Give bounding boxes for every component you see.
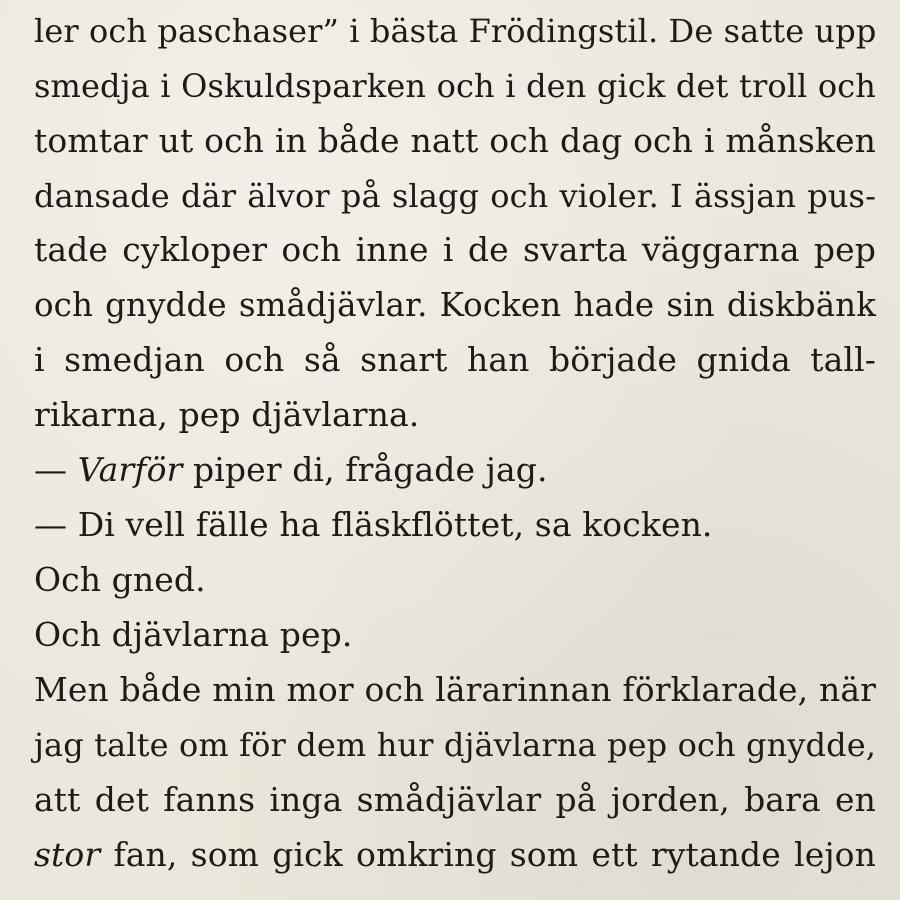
dialogue-line-2: — Di vell fälle ha fläskflöttet, sa kocken. bbox=[34, 505, 713, 544]
text-line-1: ler och paschaser” i bästa Frödingstil. De satte upp bbox=[34, 12, 877, 50]
short-line-2: Och djävlarna pep. bbox=[34, 615, 353, 654]
dialogue-rest: piper di, frågade jag. bbox=[182, 450, 548, 489]
paragraph-line-3: att det fanns inga smådjävlar på jorden, bara en bbox=[34, 780, 876, 819]
text-line-7: i smedjan och så snart han började gnida tall- bbox=[34, 340, 876, 379]
dialogue-line-1 bbox=[34, 450, 876, 490]
dialogue-dash: — bbox=[34, 450, 78, 489]
text-line-2: smedja i Oskuldsparken och i den gick det troll och bbox=[34, 67, 876, 105]
text-line-3: tomtar ut och in både natt och dag och i månsken bbox=[34, 121, 876, 160]
short-line-1: Och gned. bbox=[34, 560, 206, 599]
text-line-8: rikarna, pep djävlarna. bbox=[34, 395, 420, 434]
text-line-5: tade cykloper och inne i de svarta väggarna pep bbox=[34, 230, 876, 269]
italic-word-varfor: Varför bbox=[77, 450, 183, 489]
last-line-rest: fan, som gick omkring som ett rytande lejon bbox=[100, 835, 876, 874]
paragraph-line-2: jag talte om för dem hur djävlarna pep och gnydde, bbox=[34, 726, 876, 764]
italic-word-stor: stor bbox=[34, 835, 101, 874]
text-line-6: och gnydde smådjävlar. Kocken hade sin diskbänk bbox=[34, 286, 876, 324]
paragraph-line-1: Men både min mor och lärarinnan förklarade, när bbox=[34, 670, 876, 709]
text-line-4: dansade där älvor på slagg och violer. I ässjan pus- bbox=[34, 177, 876, 215]
paragraph-line-4 bbox=[34, 835, 876, 875]
